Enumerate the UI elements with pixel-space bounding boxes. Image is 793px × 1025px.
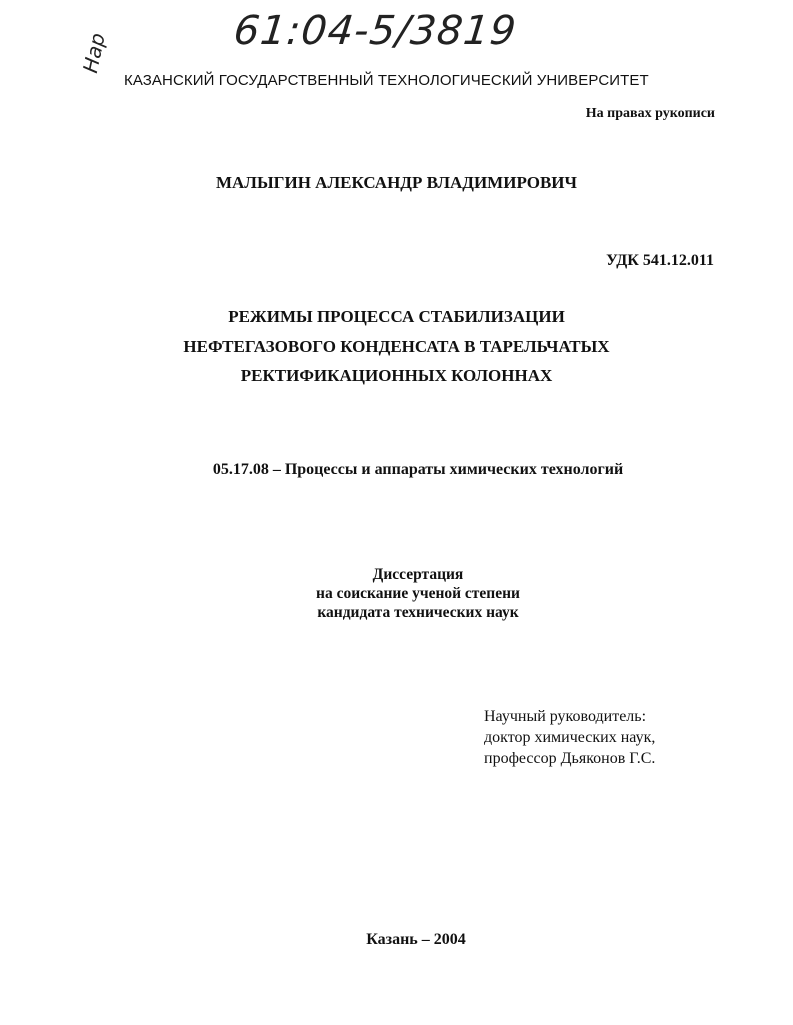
city-year: Казань – 2004 [366, 931, 466, 948]
supervisor-line: профессор Дьяконов Г.С. [484, 750, 656, 767]
degree-line: Диссертация [372, 566, 464, 583]
supervisor-line: доктор химических наук, [484, 729, 656, 746]
author-name: МАЛЫГИН АЛЕКСАНДР ВЛАДИМИРОВИЧ [215, 173, 577, 192]
degree-line: кандидата технических наук [317, 604, 519, 621]
handwritten-archive-code: 61:04-5/3819 [231, 8, 519, 54]
university-name: КАЗАНСКИЙ ГОСУДАРСТВЕННЫЙ ТЕХНОЛОГИЧЕСКИЙ УНИВЕРСИТЕТ [124, 72, 649, 89]
title-line: РЕКТИФИКАЦИОННЫХ КОЛОННАХ [240, 366, 553, 385]
title-line: НЕФТЕГАЗОВОГО КОНДЕНСАТА В ТАРЕЛЬЧАТЫХ [183, 336, 610, 356]
degree-statement [0, 565, 793, 622]
degree-line: на соискание ученой степени [316, 585, 520, 602]
udc-code: УДК 541.12.011 [606, 252, 714, 269]
specialty-code: 05.17.08 – Процессы и аппараты химических технологий [212, 461, 624, 478]
manuscript-rights: На правах рукописи [585, 106, 715, 121]
dissertation-title [0, 302, 793, 391]
title-line: РЕЖИМЫ ПРОЦЕССА СТАБИЛИЗАЦИИ [228, 307, 565, 326]
supervisor-block [484, 706, 655, 769]
supervisor-line: Научный руководитель: [484, 708, 647, 725]
handwritten-margin-note: Нар [78, 30, 110, 75]
